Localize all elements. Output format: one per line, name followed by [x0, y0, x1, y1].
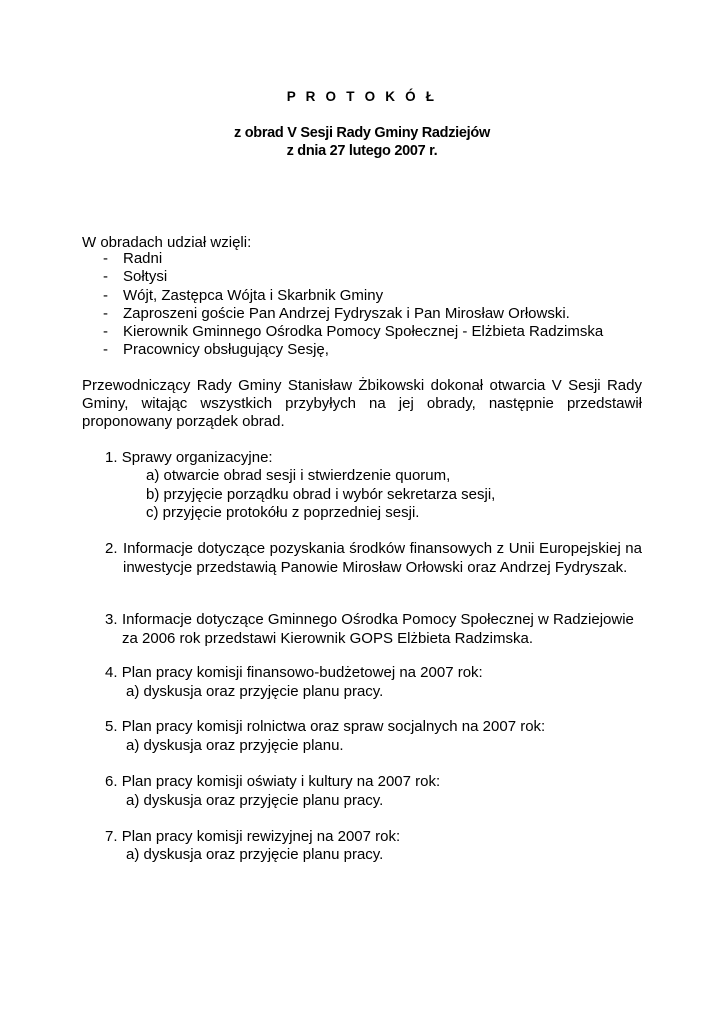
attendee-text: Zaproszeni goście Pan Andrzej Fydryszak i Pan Mirosław Orłowski.: [123, 304, 570, 322]
agenda-subitem: a) dyskusja oraz przyjęcie planu pracy.: [126, 846, 384, 863]
agenda-item-4: [105, 664, 483, 683]
agenda-subitem: a) otwarcie obrad sesji i stwierdzenie quorum,: [146, 467, 451, 484]
list-item: - Sołtysi: [103, 268, 168, 286]
agenda-text: Plan pracy komisji finansowo-budżetowej na 2007 rok:: [121, 664, 483, 681]
agenda-item-7: [105, 828, 400, 847]
agenda-number: 3.: [105, 611, 118, 628]
attendee-text: Radni: [123, 250, 163, 267]
document-title: P R O T O K Ó Ł: [286, 89, 438, 104]
agenda-number: 1.: [105, 449, 118, 466]
agenda-item-5: [105, 718, 545, 737]
list-item: - Wójt, Zastępca Wójta i Skarbnik Gminy: [103, 286, 384, 304]
agenda-subitem: a) dyskusja oraz przyjęcie planu.: [126, 737, 344, 754]
attendee-text: Kierownik Gminnego Ośrodka Pomocy Społecznej - Elżbieta Radzimska: [123, 323, 604, 341]
attendee-text: Sołtysi: [123, 268, 168, 286]
agenda-subitem: b) przyjęcie porządku obrad i wybór sekretarza sesji,: [146, 486, 496, 503]
opening-paragraph: Przewodniczący Rady Gminy Stanisław Żbikowski dokonał otwarcia V Sesji Rady Gminy, witając wszystkich przybyłych na jej obrady, następnie przedstawił proponowany porządek obrad.: [82, 377, 642, 430]
agenda-subitem: c) przyjęcie protokółu z poprzedniej sesji.: [146, 504, 420, 521]
list-item: - Kierownik Gminnego Ośrodka Pomocy Społecznej - Elżbieta Radzimska: [103, 323, 604, 341]
agenda-item-1: [105, 449, 273, 468]
agenda-text: Plan pracy komisji oświaty i kultury na 2007 rok:: [121, 773, 441, 790]
agenda-subitem: a) dyskusja oraz przyjęcie planu pracy.: [126, 683, 384, 700]
subtitle-line: z dnia 27 lutego 2007 r.: [286, 143, 438, 159]
list-item: - Radni: [103, 250, 163, 267]
agenda-item-6: [105, 773, 440, 792]
subtitle-line: z obrad V Sesji Rady Gminy Radziejów: [234, 125, 490, 141]
agenda-number: 4.: [105, 664, 118, 681]
attendee-text: Pracownicy obsługujący Sesję,: [123, 341, 329, 359]
agenda-item-3: Informacje dotyczące Gminnego Ośrodka Pomocy Społecznej w Radziejowie za 2006 rok przedstawi Kierownik GOPS Elżbieta Radzimska.: [122, 611, 634, 647]
agenda-text: Plan pracy komisji rolnictwa oraz spraw socjalnych na 2007 rok:: [121, 718, 546, 735]
document-subtitle: [0, 124, 724, 160]
agenda-number: 6.: [105, 773, 118, 790]
agenda-text: Plan pracy komisji rewizyjnej na 2007 rok:: [121, 828, 401, 845]
list-item: - Pracownicy obsługujący Sesję,: [103, 341, 329, 359]
attendee-text: Wójt, Zastępca Wójta i Skarbnik Gminy: [123, 286, 384, 304]
agenda-number: 5.: [105, 718, 118, 735]
agenda-subitem: a) dyskusja oraz przyjęcie planu pracy.: [126, 792, 384, 809]
attendees-list: [103, 250, 603, 360]
agenda-number: 7.: [105, 828, 118, 845]
agenda-item-2: Informacje dotyczące pozyskania środków finansowych z Unii Europejskiej na inwestycje przedstawią Panowie Mirosław Orłowski oraz Andrzej Fydryszak.: [123, 540, 642, 576]
agenda-number: 2.: [105, 540, 118, 557]
list-item: - Zaproszeni goście Pan Andrzej Fydryszak i Pan Mirosław Orłowski.: [103, 304, 570, 322]
attendees-intro: W obradach udział wzięli:: [82, 234, 252, 251]
agenda-text: Sprawy organizacyjne:: [121, 449, 273, 466]
